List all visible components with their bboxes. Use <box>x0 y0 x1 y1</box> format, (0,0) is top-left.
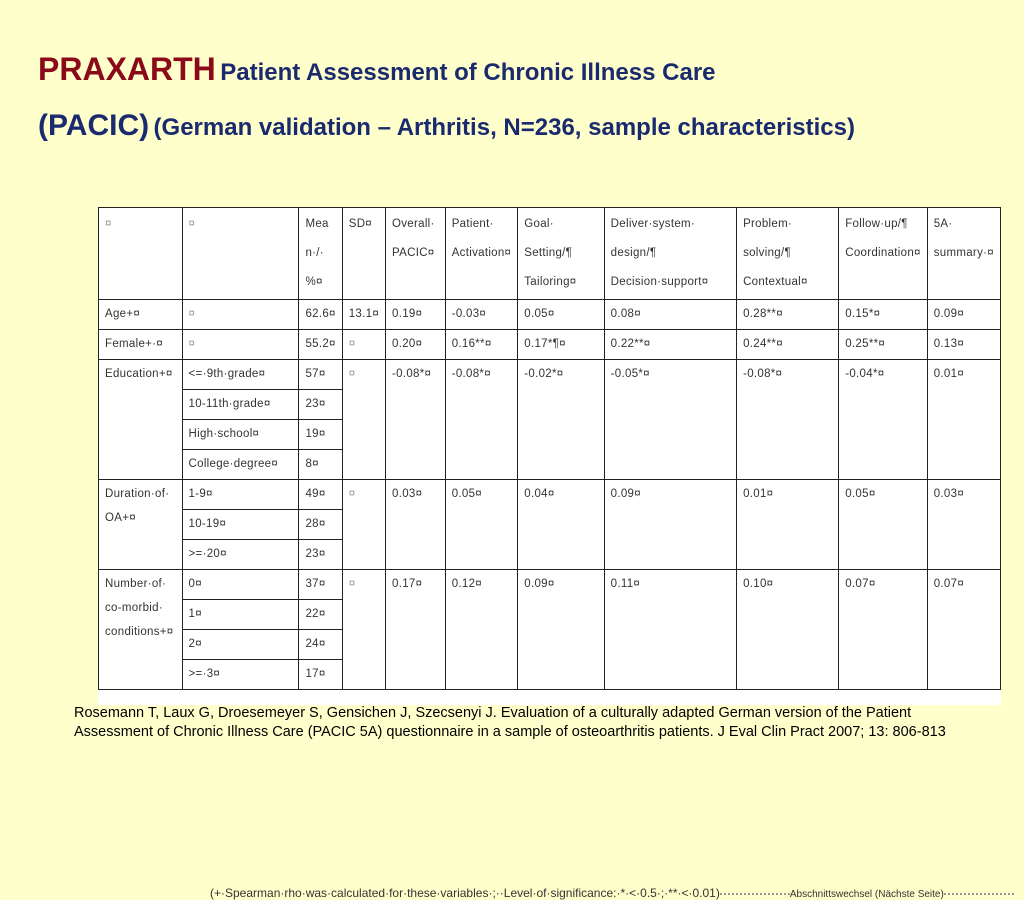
correlation-cell: 0.01¤ <box>927 360 1000 480</box>
mean-percent-cell: 55.2¤ <box>299 330 342 360</box>
table-row <box>99 360 1001 390</box>
category-cell: 0¤ <box>182 570 299 600</box>
category-cell: High·school¤ <box>182 420 299 450</box>
sd-cell: ¤ <box>342 480 385 570</box>
column-header: Mea n·/· %¤ <box>299 208 342 300</box>
table-row <box>99 570 1001 600</box>
mean-percent-cell: 62.6¤ <box>299 300 342 330</box>
category-cell: 2¤ <box>182 630 299 660</box>
correlation-cell: 0.13¤ <box>927 330 1000 360</box>
correlation-cell: 0.17*¶¤ <box>518 330 604 360</box>
category-cell: College·degree¤ <box>182 450 299 480</box>
column-header: SD¤ <box>342 208 385 300</box>
correlation-cell: 0.28**¤ <box>737 300 839 330</box>
citation: Rosemann T, Laux G, Droesemeyer S, Gensichen J, Szecsenyi J. Evaluation of a culturally adapted German version of the Patient Assessment of Chronic Illness Care (PACIC 5A) questionnaire in a sample of osteoarthritis patients. J Eval Clin Pract 2007; 13: 806-813 <box>74 705 946 740</box>
table-row <box>99 480 1001 510</box>
sample-characteristics-table <box>98 207 1001 690</box>
column-header: Overall· PACIC¤ <box>386 208 446 300</box>
mean-percent-cell: 37¤ <box>299 570 342 600</box>
correlation-cell: -0.08*¤ <box>386 360 446 480</box>
column-header: ¤ <box>99 208 183 300</box>
category-cell: >=·3¤ <box>182 660 299 690</box>
title-line2: (German validation – Arthritis, N=236, sample characteristics) <box>153 114 855 141</box>
correlation-cell: 0.03¤ <box>386 480 446 570</box>
variable-cell: Number·of· co-morbid· conditions+¤ <box>99 570 183 690</box>
correlation-cell: 0.20¤ <box>386 330 446 360</box>
correlation-cell: 0.08¤ <box>604 300 736 330</box>
column-header: ¤ <box>182 208 299 300</box>
column-header: Patient· Activation¤ <box>445 208 518 300</box>
column-header: Problem· solving/¶ Contextual¤ <box>737 208 839 300</box>
brand-name: PRAXARTH <box>38 51 216 87</box>
variable-cell: Age+¤ <box>99 300 183 330</box>
category-cell: ¤ <box>182 330 299 360</box>
header-row <box>99 208 1001 300</box>
mean-percent-cell: 57¤ <box>299 360 342 390</box>
mean-percent-cell: 49¤ <box>299 480 342 510</box>
correlation-cell: 0.03¤ <box>927 480 1000 570</box>
correlation-cell: 0.17¤ <box>386 570 446 690</box>
correlation-cell: 0.12¤ <box>445 570 518 690</box>
mean-percent-cell: 8¤ <box>299 450 342 480</box>
correlation-cell: 0.10¤ <box>737 570 839 690</box>
correlation-cell: 0.24**¤ <box>737 330 839 360</box>
correlation-cell: 0.01¤ <box>737 480 839 570</box>
section-break-label: Abschnittswechsel (Nächste Seite) <box>789 889 944 900</box>
correlation-cell: 0.09¤ <box>927 300 1000 330</box>
correlation-cell: 0.04¤ <box>518 480 604 570</box>
column-header: Goal· Setting/¶ Tailoring¤ <box>518 208 604 300</box>
correlation-cell: 0.19¤ <box>386 300 446 330</box>
column-header: Follow·up/¶ Coordination¤ <box>839 208 928 300</box>
correlation-cell: 0.22**¤ <box>604 330 736 360</box>
correlation-cell: -0.08*¤ <box>445 360 518 480</box>
variable-cell: Duration·of· OA+¤ <box>99 480 183 570</box>
footnote-text: (+·Spearman·rho·was·calculated·for·these·variables·;··Level·of·significance:·*·<·0.5·;·**·<·0.01) <box>210 886 720 900</box>
category-cell: 1-9¤ <box>182 480 299 510</box>
sd-cell: ¤ <box>342 330 385 360</box>
correlation-cell: -0.08*¤ <box>737 360 839 480</box>
correlation-cell: 0.05¤ <box>839 480 928 570</box>
correlation-cell: 0.05¤ <box>445 480 518 570</box>
mean-percent-cell: 19¤ <box>299 420 342 450</box>
correlation-cell: 0.09¤ <box>518 570 604 690</box>
variable-cell: Female+·¤ <box>99 330 183 360</box>
mean-percent-cell: 24¤ <box>299 630 342 660</box>
correlation-cell: 0.11¤ <box>604 570 736 690</box>
category-cell: 10-11th·grade¤ <box>182 390 299 420</box>
correlation-cell: 0.07¤ <box>927 570 1000 690</box>
category-cell: 10-19¤ <box>182 510 299 540</box>
category-cell: >=·20¤ <box>182 540 299 570</box>
table-row <box>99 300 1001 330</box>
category-cell: <=·9th·grade¤ <box>182 360 299 390</box>
variable-cell: Education+¤ <box>99 360 183 480</box>
sd-cell: ¤ <box>342 360 385 480</box>
column-header: Deliver·system· design/¶ Decision·support¤ <box>604 208 736 300</box>
title-line1: Patient Assessment of Chronic Illness Care <box>220 59 716 86</box>
correlation-cell: 0.15*¤ <box>839 300 928 330</box>
mean-percent-cell: 22¤ <box>299 600 342 630</box>
correlation-cell: 0.07¤ <box>839 570 928 690</box>
correlation-cell: 0.05¤ <box>518 300 604 330</box>
sd-cell: ¤ <box>342 570 385 690</box>
mean-percent-cell: 23¤ <box>299 390 342 420</box>
sd-cell: 13.1¤ <box>342 300 385 330</box>
slide-title <box>38 44 1018 156</box>
correlation-cell: -0.02*¤ <box>518 360 604 480</box>
correlation-cell: 0.25**¤ <box>839 330 928 360</box>
table-row <box>99 330 1001 360</box>
correlation-cell: -0.03¤ <box>445 300 518 330</box>
table-footnote <box>210 886 1014 900</box>
correlation-cell: 0.09¤ <box>604 480 736 570</box>
mean-percent-cell: 28¤ <box>299 510 342 540</box>
title-abbr: (PACIC) <box>38 109 150 142</box>
column-header: 5A· summary·¤ <box>927 208 1000 300</box>
mean-percent-cell: 17¤ <box>299 660 342 690</box>
correlation-cell: -0.04*¤ <box>839 360 928 480</box>
correlation-cell: 0.16**¤ <box>445 330 518 360</box>
category-cell: ¤ <box>182 300 299 330</box>
mean-percent-cell: 23¤ <box>299 540 342 570</box>
category-cell: 1¤ <box>182 600 299 630</box>
correlation-cell: -0.05*¤ <box>604 360 736 480</box>
